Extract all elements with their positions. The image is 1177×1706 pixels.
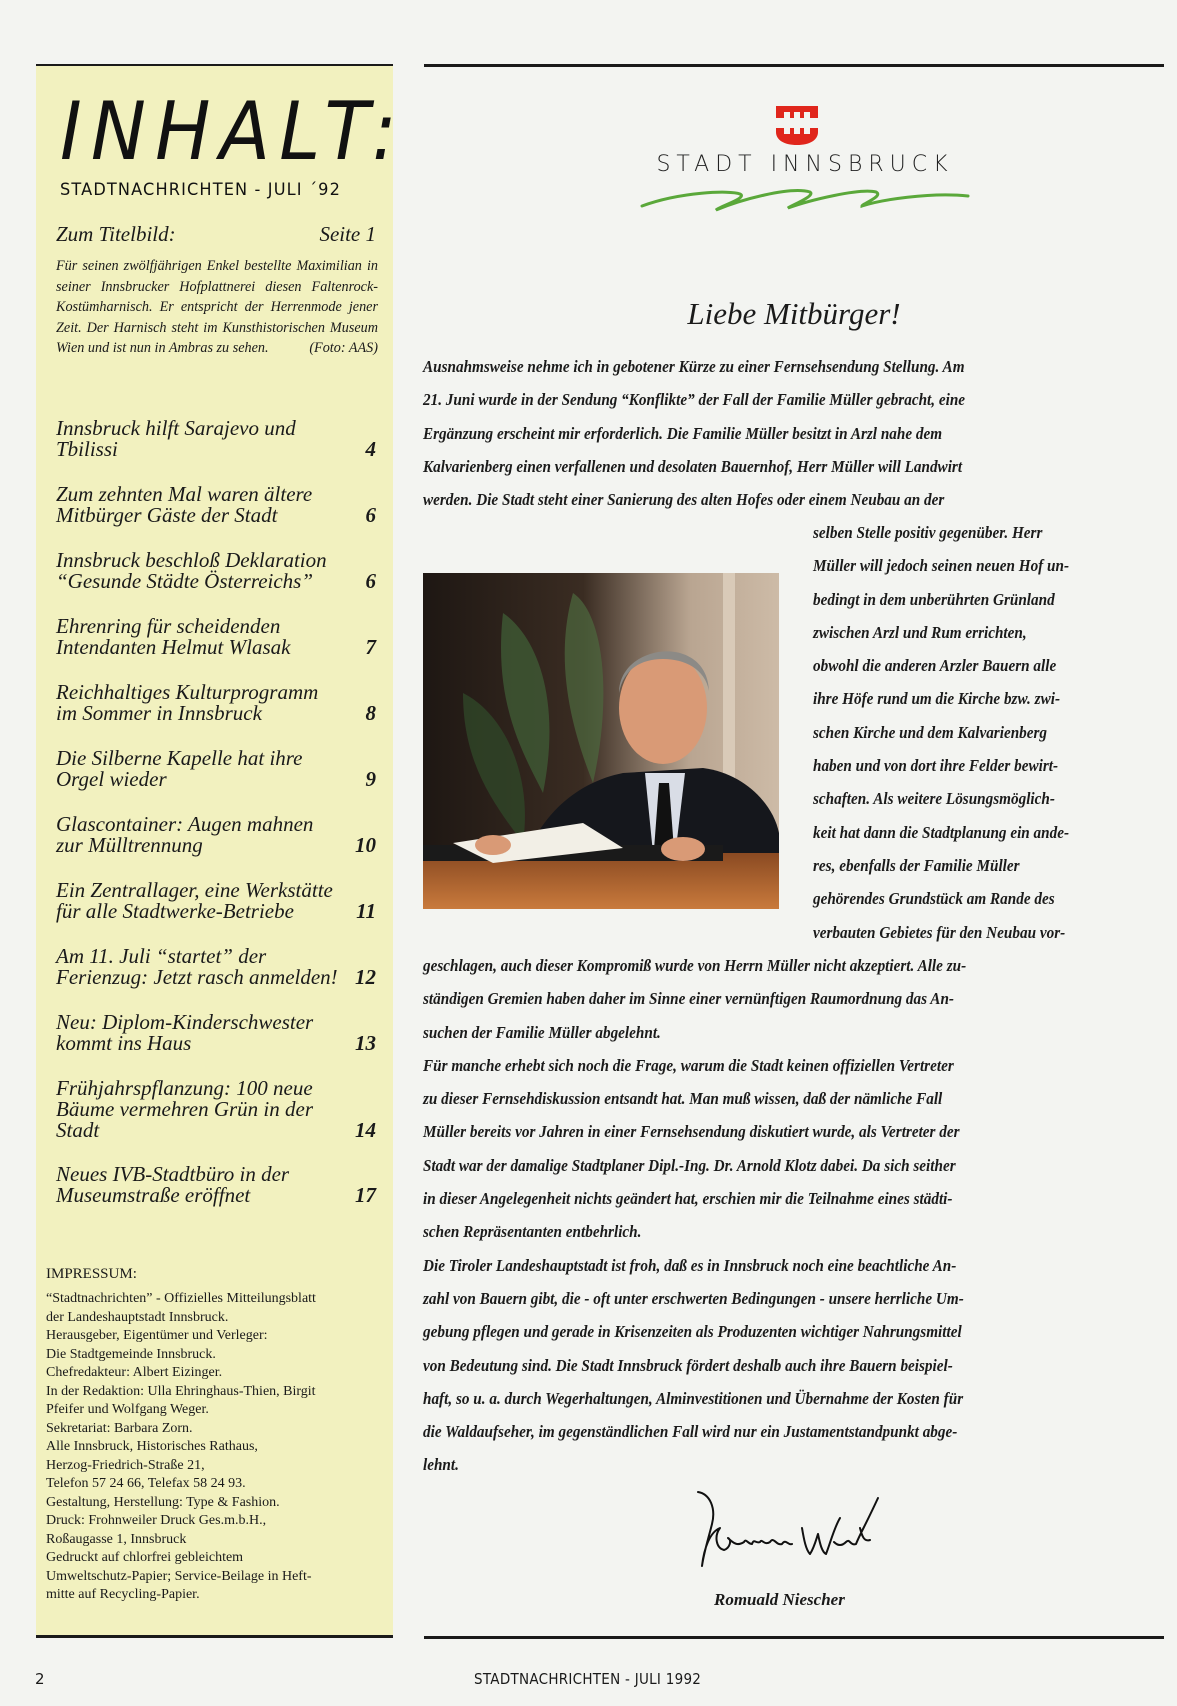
letter-line: bedingt in dem unberührten Grünland (813, 589, 1055, 609)
letter-line: ihre Höfe rund um die Kirche bzw. zwi- (813, 689, 1061, 709)
toc-item[interactable] (56, 1078, 376, 1141)
impressum-line: Gestaltung, Herstellung: Type & Fashion. (46, 1494, 280, 1510)
letter-body-top (423, 350, 1162, 516)
letter-body-beside-photo (813, 516, 1165, 949)
letter-line: haft, so u. a. durch Wegerhaltungen, Alminvestitionen und Übernahme der Kosten für (423, 1388, 964, 1408)
impressum-line: In der Redaktion: Ulla Ehringhaus-Thien, Birgit (46, 1383, 316, 1399)
letter-line: verbauten Gebietes für den Neubau vor- (813, 922, 1066, 942)
impressum-line: Gedruckt auf chlorfrei gebleichtem (46, 1550, 244, 1565)
impressum-line: Pfeifer und Wolfgang Weger. (46, 1402, 209, 1417)
signer-name: Romuald Niescher (714, 1590, 845, 1609)
letter-line: Müller bereits vor Jahren in einer Fernsehsendung diskutiert wurde, als Vertreter der (423, 1122, 960, 1142)
toc-item-title: Die Silberne Kapelle hat ihre Orgel wieder (56, 746, 303, 791)
letter-line: gebung pflegen und gerade in Krisenzeiten als Produzenten wichtiger Nahrungsmittel (423, 1322, 962, 1342)
toc-item[interactable] (56, 682, 376, 724)
letter-line: Ausnahmsweise nehme ich in gebotener Kürze zu einer Fernsehsendung Stellung. Am (423, 357, 965, 376)
toc-item-title: Neu: Diplom-Kinderschwester kommt ins Haus (56, 1010, 314, 1055)
letter-line: ständigen Gremien haben daher im Sinne einer vernünftigen Raumordnung das An- (423, 989, 954, 1009)
letter-line: obwohl die anderen Arzler Bauern alle (813, 656, 1057, 676)
impressum-line: Umweltschutz-Papier; Service-Beilage in Heft- (46, 1568, 312, 1584)
letter-line: werden. Die Stadt steht einer Sanierung des alten Hofes oder einem Neubau an der (423, 490, 945, 510)
impressum-block (46, 1290, 376, 1605)
toc-item-title: Frühjahrspflanzung: 100 neue Bäume vermehren Grün in der Stadt (56, 1076, 313, 1142)
cover-description (56, 256, 378, 359)
toc-item-page: 13 (355, 1031, 376, 1055)
toc-item[interactable] (56, 946, 376, 988)
cover-heading (56, 222, 376, 247)
page-number: 2 (35, 1670, 45, 1688)
letter-line: Müller will jedoch seinen neuen Hof un- (813, 556, 1070, 576)
letter-line: keit hat dann die Stadtplanung ein ande- (813, 822, 1070, 842)
letter-line: Stadt war der damalige Stadtplaner Dipl.-Ing. Dr. Arnold Klotz dabei. Da sich seither (423, 1155, 956, 1175)
toc-item-title: Reichhaltiges Kulturprogramm im Sommer in Innsbruck (56, 680, 319, 725)
footer-publication-title: STADTNACHRICHTEN - JULI 1992 (474, 1670, 702, 1688)
letter-line: lehnt. (423, 1455, 459, 1475)
impressum-line: Druck: Frohnweiler Druck Ges.m.b.H., (46, 1513, 267, 1528)
letter-line: in dieser Angelegenheit nichts geändert hat, erschien mir die Teilnahme eines städti- (423, 1189, 953, 1209)
toc-item-title: Zum zehnten Mal waren ältere Mitbürger Gäste der Stadt (56, 482, 313, 527)
toc-item-page: 8 (365, 701, 376, 725)
main-top-rule (424, 64, 1164, 67)
mayor-portrait-photo (423, 573, 779, 909)
toc-item-page: 14 (355, 1118, 376, 1142)
letter-line: suchen der Familie Müller abgelehnt. (423, 1022, 661, 1042)
toc-item-page: 11 (356, 899, 376, 923)
letter-line: selben Stelle positiv gegenüber. Herr (813, 523, 1043, 542)
toc-item[interactable] (56, 550, 376, 592)
city-logo (640, 104, 970, 214)
handwritten-signature-icon (690, 1488, 890, 1568)
letter-line: zwischen Arzl und Rum errichten, (813, 622, 1027, 642)
sidebar-bottom-rule (36, 1635, 393, 1638)
toc-item[interactable] (56, 814, 376, 856)
toc-item-title: Ehrenring für scheidenden Intendanten Helmut Wlasak (56, 614, 291, 659)
main-bottom-rule (424, 1636, 1164, 1639)
letter-line: Für manche erhebt sich noch die Frage, warum die Stadt keinen offiziellen Vertreter (423, 1055, 954, 1075)
cover-description-text: Für seinen zwölfjährigen Enkel bestellte Maximilian in seiner Innsbrucker Hofplattnerei diesen Faltenrock-Kostümharnisch. Er entspricht der Herrenmode jener Zeit. Der Harnisch steht im Kunsthistorischen Museum Wien und ist nun in Ambras zu sehen. (56, 258, 378, 356)
letter-body-bottom (423, 949, 1162, 1482)
toc-item-title: Neues IVB-Stadtbüro in der Museumstraße eröffnet (56, 1162, 290, 1207)
letter-line: Die Tiroler Landeshauptstadt ist froh, daß es in Innsbruck noch eine beachtliche An- (423, 1255, 957, 1275)
letter-line: haben und von dort ihre Felder bewirt- (813, 756, 1059, 776)
letter-line: geschlagen, auch dieser Kompromiß wurde von Herrn Müller nicht akzeptiert. Alle zu- (423, 956, 967, 975)
toc-item[interactable] (56, 484, 376, 526)
impressum-line: Chefredakteur: Albert Eizinger. (46, 1365, 223, 1380)
toc-item-title: Innsbruck hilft Sarajevo und Tbilissi (56, 416, 296, 461)
toc-item[interactable] (56, 880, 376, 922)
contents-title: INHALT: (60, 85, 406, 178)
toc-item[interactable] (56, 1012, 376, 1054)
toc-item[interactable] (56, 418, 376, 460)
cover-page-ref: Seite 1 (319, 222, 376, 246)
city-crest-icon (774, 104, 820, 146)
impressum-line: der Landeshauptstadt Innsbruck. (46, 1309, 229, 1325)
toc-item-title: Am 11. Juli “startet” der Ferienzug: Jetzt rasch anmelden! (56, 944, 338, 989)
toc-item-page: 12 (355, 965, 376, 989)
letter-line: zahl von Bauern gibt, die - oft unter erschwerten Bedingungen - unsere herrliche Um- (423, 1288, 964, 1308)
toc-item[interactable] (56, 616, 376, 658)
impressum-line: “Stadtnachrichten” - Offizielles Mitteilungsblatt (46, 1291, 316, 1306)
toc-item-title: Ein Zentrallager, eine Werkstätte für alle Stadtwerke-Betriebe (56, 878, 333, 923)
toc-item-title: Innsbruck beschloß Deklaration “Gesunde Städte Österreichs” (56, 548, 327, 593)
letter-line: Kalvarienberg einen verfallenen und desolaten Bauernhof, Herr Müller will Landwirt (423, 456, 963, 476)
toc-item-page: 7 (365, 635, 376, 659)
toc-item-page: 10 (355, 833, 376, 857)
toc-item[interactable] (56, 748, 376, 790)
river-wave-icon (640, 180, 970, 214)
impressum-line: Die Stadtgemeinde Innsbruck. (46, 1346, 216, 1362)
letter-line: die Waldaufseher, im gegenständlichen Fall wird nur ein Justamentstandpunkt abge- (423, 1422, 958, 1442)
letter-line: gehörendes Grundstück am Rande des (813, 889, 1055, 909)
impressum-line: mitte auf Recycling-Papier. (46, 1587, 200, 1602)
letter-line: Ergänzung erscheint mir erforderlich. Die Familie Müller besitzt in Arzl nahe dem (423, 423, 943, 443)
letter-line: von Bedeutung sind. Die Stadt Innsbruck fördert deshalb auch ihre Bauern beispiel- (423, 1355, 953, 1375)
impressum-line: Sekretariat: Barbara Zorn. (46, 1420, 193, 1436)
impressum-line: Herausgeber, Eigentümer und Verleger: (46, 1328, 268, 1343)
toc-item-page: 6 (365, 569, 376, 593)
letter-line: schen Kirche und dem Kalvarienberg (813, 722, 1048, 742)
impressum-line: Alle Innsbruck, Historisches Rathaus, (46, 1439, 258, 1454)
issue-subtitle: STADTNACHRICHTEN - JULI ´92 (60, 180, 342, 200)
toc-item-title: Glascontainer: Augen mahnen zur Mülltrennung (56, 812, 314, 857)
impressum-line: Herzog-Friedrich-Straße 21, (46, 1457, 205, 1473)
letter-line: schen Repräsentanten entbehrlich. (423, 1222, 642, 1242)
letter-line: schaften. Als weitere Lösungsmöglich- (813, 789, 1055, 809)
toc-item-page: 4 (365, 437, 376, 461)
portrait-image-icon (423, 573, 779, 909)
letter-line: zu dieser Fernsehdiskussion entsandt hat. Man muß wissen, daß der nämliche Fall (423, 1089, 943, 1109)
toc-item[interactable] (56, 1164, 376, 1206)
toc-item-page: 9 (365, 767, 376, 791)
letter-line: 21. Juni wurde in der Sendung “Konflikte” der Fall der Familie Müller gebracht, eine (423, 390, 966, 410)
city-logo-text: STADT INNSBRUCK (656, 152, 954, 177)
cover-heading-label: Zum Titelbild: (56, 222, 176, 246)
impressum-heading: IMPRESSUM: (46, 1266, 137, 1282)
impressum-line: Telefon 57 24 66, Telefax 58 24 93. (46, 1476, 246, 1491)
letter-line: res, ebenfalls der Familie Müller (813, 855, 1020, 875)
letter-greeting: Liebe Mitbürger! (687, 296, 901, 331)
toc-item-page: 17 (355, 1183, 376, 1207)
photo-credit: (Foto: AAS) (309, 340, 378, 356)
toc-item-page: 6 (365, 503, 376, 527)
impressum-line: Roßaugasse 1, Innsbruck (46, 1531, 187, 1547)
